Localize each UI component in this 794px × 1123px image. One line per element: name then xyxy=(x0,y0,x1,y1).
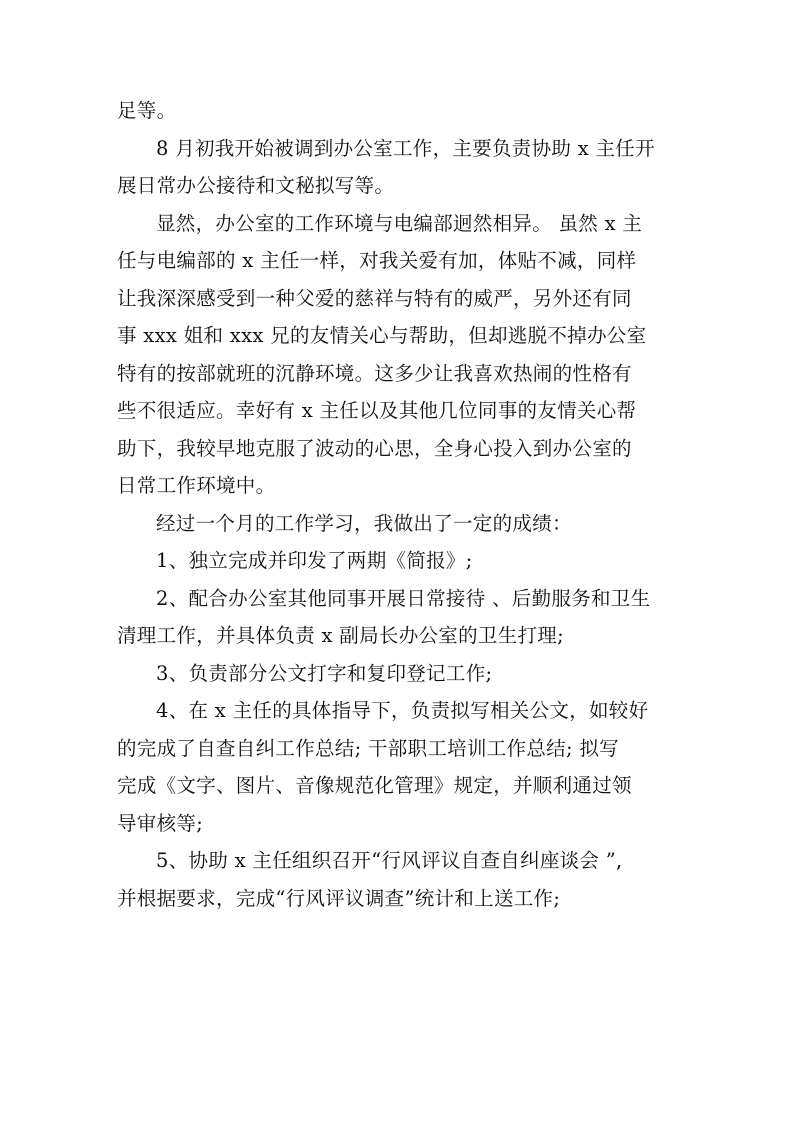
text-line: 事 xxx 姐和 xxx 兄的友情关心与帮助，但却逃脱不掉办公室 xyxy=(117,324,647,347)
text-line: 经过一个月的工作学习，我做出了一定的成绩： xyxy=(156,511,572,535)
text-line: 3、负责部分公文打字和复印登记工作; xyxy=(156,661,493,685)
text-line: 助下，我较早地克服了波动的心思，全身心投入到办公室的 xyxy=(117,436,632,460)
list-item-1 xyxy=(117,542,677,580)
list-item-3 xyxy=(117,655,677,693)
list-item-5 xyxy=(117,842,677,917)
text-line: 显然，办公室的工作环境与电编部迥然相异。 虽然 x 主 xyxy=(156,211,643,235)
paragraph-continuation xyxy=(117,92,677,130)
text-line: 清理工作，并具体负责 x 副局长办公室的卫生打理; xyxy=(117,624,564,647)
paragraph-achievements-intro xyxy=(117,505,677,543)
text-line: 的完成了自查自纠工作总结; 干部职工培训工作总结; 拟写 xyxy=(117,736,619,760)
text-line: 8 月初我开始被调到办公室工作，主要负责协助 x 主任开 xyxy=(156,136,655,160)
text-line: 4、在 x 主任的具体指导下，负责拟写相关公文，如较好 xyxy=(156,699,649,722)
text-line: 足等。 xyxy=(117,99,177,122)
text-line: 并根据要求，完成“行风评议调查”统计和上送工作; xyxy=(117,886,561,910)
text-line: 导审核等; xyxy=(117,811,204,835)
text-line: 些不很适应。幸好有 x 主任以及其他几位同事的友情关心帮 xyxy=(117,399,637,422)
text-line: 任与电编部的 x 主任一样，对我关爱有加，体贴不减，同样 xyxy=(117,249,637,272)
paragraph-office-environment xyxy=(117,205,677,505)
text-line: 特有的按部就班的沉静环境。这多少让我喜欢热闹的性格有 xyxy=(117,361,632,385)
document-body xyxy=(117,92,677,917)
text-line: 5、协助 x 主任组织召开“行风评议自查自纠座谈会 ”, xyxy=(156,849,623,872)
text-line: 让我深深感受到一种父爱的慈祥与特有的威严，另外还有同 xyxy=(117,286,632,310)
text-line: 1、独立完成并印发了两期《简报》; xyxy=(156,549,473,572)
list-item-2 xyxy=(117,580,677,655)
paragraph-transfer-to-office xyxy=(117,130,677,205)
text-line: 展日常办公接待和文秘拟写等。 xyxy=(117,174,395,197)
text-line: 2、配合办公室其他同事开展日常接待 、后勤服务和卫生 xyxy=(156,586,651,610)
text-line: 日常工作环境中。 xyxy=(117,474,276,497)
text-line: 完成《文字、图片、音像规范化管理》规定，并顺利通过领 xyxy=(117,774,632,797)
list-item-4 xyxy=(117,692,677,842)
